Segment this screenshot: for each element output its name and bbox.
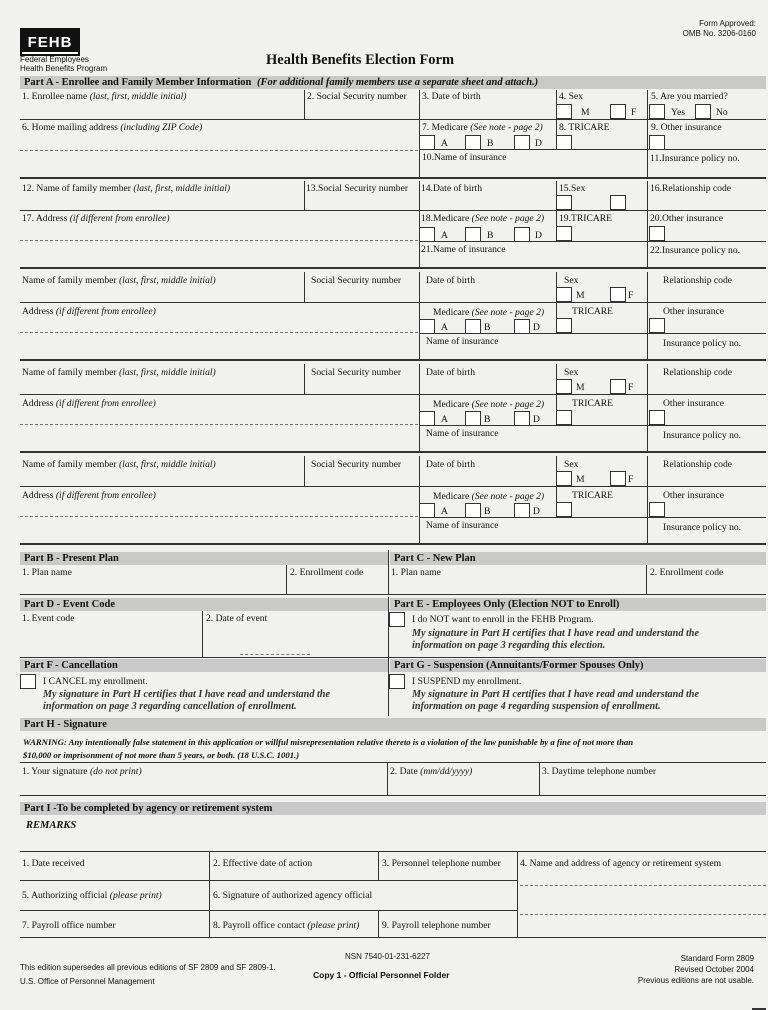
- member2-sex-f-label: F: [628, 290, 634, 301]
- member3-relationship-label: Relationship code: [663, 367, 733, 378]
- nsn-number: NSN 7540-01-231-6227: [345, 952, 430, 961]
- part-g-header: [390, 659, 766, 672]
- form-title: Health Benefits Election Form: [266, 52, 455, 68]
- part-a-header: [20, 76, 766, 89]
- tricare-label: 8. TRICARE: [559, 122, 610, 133]
- payroll-phone-label: 9. Payroll telephone number: [382, 920, 491, 931]
- member2-sex-m-checkbox[interactable]: [556, 287, 572, 302]
- name-of-insurance-label: 10.Name of insurance: [422, 152, 507, 163]
- part-g-cert-line2: information on page 4 regarding suspension of enrollment.: [412, 701, 661, 712]
- part-g-checkbox[interactable]: [389, 674, 405, 689]
- married-no-checkbox[interactable]: [695, 104, 711, 119]
- warning-line2: $10,000 or imprisonment of not more than 5 years, or both. (18 U.S.C. 1001.): [23, 750, 300, 760]
- member2-medicare-d-label: D: [533, 322, 540, 333]
- member3-policy-label: Insurance policy no.: [663, 430, 742, 441]
- other-insurance-label: 9. Other insurance: [651, 122, 722, 133]
- part-a-title: Part A - Enrollee and Family Member Information: [24, 77, 252, 88]
- medicare-b-label: B: [487, 138, 494, 149]
- member4-relationship-label: Relationship code: [663, 459, 733, 470]
- member2-medicare-a-label: A: [441, 322, 448, 333]
- married-no-label: No: [716, 107, 728, 118]
- member1-policy-label: 22.Insurance policy no.: [650, 245, 741, 256]
- member4-medicare-b-checkbox[interactable]: [465, 503, 481, 518]
- member4-medicare-a-checkbox[interactable]: [419, 503, 435, 518]
- personnel-phone-label: 3. Personnel telephone number: [382, 858, 501, 869]
- member2-medicare-b-label: B: [484, 322, 491, 333]
- part-g-cert-line1: My signature in Part H certifies that I have read and understand the: [412, 689, 699, 700]
- part-e-text: I do NOT want to enroll in the FEHB Program.: [412, 614, 594, 625]
- member3-sex-label: Sex: [564, 367, 579, 378]
- fehb-logo-text: FEHB: [22, 34, 78, 52]
- member4-tricare-checkbox[interactable]: [556, 502, 572, 517]
- member3-tricare-checkbox[interactable]: [556, 410, 572, 425]
- part-c-title: Part C - New Plan: [394, 553, 476, 564]
- member3-other-insurance-checkbox[interactable]: [649, 410, 665, 425]
- part-e-cert-line2: information on page 3 regarding this election.: [412, 640, 606, 651]
- part-f-checkbox[interactable]: [20, 674, 36, 689]
- part-a-title-note: (For additional family members use a separate sheet and attach.): [257, 77, 539, 88]
- member4-ssn-label: Social Security number: [311, 459, 402, 470]
- authorizing-official-label: 5. Authorizing official (please print): [22, 890, 162, 901]
- member4-sex-label: Sex: [564, 459, 579, 470]
- member3-tricare-label: TRICARE: [572, 398, 614, 409]
- previous-editions-note: Previous editions are not usable.: [637, 976, 754, 985]
- form-number: Standard Form 2809: [680, 954, 754, 963]
- member4-policy-label: Insurance policy no.: [663, 522, 742, 533]
- member3-name-of-insurance-label: Name of insurance: [426, 428, 499, 439]
- member4-name-of-insurance-label: Name of insurance: [426, 520, 499, 531]
- member1-medicare-d-label: D: [535, 230, 542, 241]
- member3-sex-m-checkbox[interactable]: [556, 379, 572, 394]
- member2-dob-label: Date of birth: [426, 275, 476, 286]
- remarks-label: REMARKS: [26, 820, 77, 831]
- married-yes-label: Yes: [671, 107, 685, 118]
- member1-sex-label: 15.Sex: [559, 183, 586, 194]
- part-f-cert-line2: information on page 3 regarding cancellation of enrollment.: [43, 701, 297, 712]
- member2-sex-label: Sex: [564, 275, 579, 286]
- part-e-header: [390, 598, 766, 611]
- member3-name-label: Name of family member (last, first, middle initial): [22, 367, 216, 378]
- member3-medicare-b-checkbox[interactable]: [465, 411, 481, 426]
- member3-ssn-label: Social Security number: [311, 367, 402, 378]
- member1-sex-m-checkbox[interactable]: [556, 195, 572, 210]
- sex-m-checkbox[interactable]: [556, 104, 572, 119]
- member1-other-insurance-checkbox[interactable]: [649, 226, 665, 241]
- member1-medicare-d-checkbox[interactable]: [514, 227, 530, 242]
- part-h-header: [20, 718, 766, 731]
- member3-other-insurance-label: Other insurance: [663, 398, 725, 409]
- member3-sex-f-label: F: [628, 382, 634, 393]
- member3-medicare-b-label: B: [484, 414, 491, 425]
- member4-other-insurance-checkbox[interactable]: [649, 502, 665, 517]
- program-name-line1: Federal Employees: [20, 55, 89, 64]
- member4-name-label: Name of family member (last, first, middle initial): [22, 459, 216, 470]
- effective-date-label: 2. Effective date of action: [213, 858, 313, 869]
- member1-name-of-insurance-label: 21.Name of insurance: [421, 244, 506, 255]
- part-i-header: [20, 802, 766, 815]
- member2-address-label: Address (if different from enrollee): [22, 306, 156, 317]
- enrollee-dob-label: 3. Date of birth: [422, 91, 481, 102]
- new-plan-name-label: 1. Plan name: [391, 567, 441, 578]
- member2-medicare-a-checkbox[interactable]: [419, 319, 435, 334]
- omb-approval-line2: OMB No. 3206-0160: [682, 29, 756, 38]
- enrollee-sex-label: 4. Sex: [559, 91, 583, 102]
- member1-medicare-a-label: A: [441, 230, 448, 241]
- member4-tricare-label: TRICARE: [572, 490, 614, 501]
- sex-m-label: M: [581, 107, 590, 118]
- member1-other-insurance-label: 20.Other insurance: [650, 213, 723, 224]
- supersedes-note: This edition supersedes all previous editions of SF 2809 and SF 2809-1.: [20, 963, 276, 972]
- member1-sex-f-checkbox[interactable]: [610, 195, 626, 210]
- member3-medicare-label: Medicare (See note - page 2): [433, 399, 545, 410]
- enrollee-ssn-label: 2. Social Security number: [307, 91, 407, 102]
- mailing-address-label: 6. Home mailing address (including ZIP Code): [22, 122, 203, 133]
- member4-sex-f-label: F: [628, 474, 634, 485]
- present-enrollment-code-label: 2. Enrollment code: [290, 567, 364, 578]
- member2-other-insurance-checkbox[interactable]: [649, 318, 665, 333]
- part-d-title: Part D - Event Code: [24, 599, 115, 610]
- member2-medicare-label: Medicare (See note - page 2): [433, 307, 545, 318]
- member2-medicare-d-checkbox[interactable]: [514, 319, 530, 334]
- member4-medicare-a-label: A: [441, 506, 448, 517]
- revision-date: Revised October 2004: [674, 965, 754, 974]
- other-insurance-checkbox[interactable]: [649, 135, 665, 150]
- married-yes-checkbox[interactable]: [649, 104, 665, 119]
- agency-name-address-label: 4. Name and address of agency or retirement system: [520, 858, 722, 869]
- copy-designation: Copy 1 - Official Personnel Folder: [313, 970, 450, 980]
- member3-sex-m-label: M: [576, 382, 585, 393]
- signature-label: 1. Your signature (do not print): [22, 766, 142, 777]
- fehb-logo: [20, 28, 80, 56]
- member3-medicare-d-checkbox[interactable]: [514, 411, 530, 426]
- member1-tricare-checkbox[interactable]: [556, 226, 572, 241]
- member3-medicare-d-label: D: [533, 414, 540, 425]
- member4-medicare-label: Medicare (See note - page 2): [433, 491, 545, 502]
- tricare-checkbox[interactable]: [556, 135, 572, 150]
- member2-medicare-b-checkbox[interactable]: [465, 319, 481, 334]
- member4-sex-m-checkbox[interactable]: [556, 471, 572, 486]
- sex-f-checkbox[interactable]: [610, 104, 626, 119]
- part-c-header: [390, 552, 766, 565]
- part-b-header: [20, 552, 388, 565]
- part-b-title: Part B - Present Plan: [24, 553, 119, 564]
- member2-tricare-label: TRICARE: [572, 306, 614, 317]
- member3-address-label: Address (if different from enrollee): [22, 398, 156, 409]
- enrollee-name-label: 1. Enrollee name (last, first, middle initial): [22, 91, 187, 102]
- member1-medicare-a-checkbox[interactable]: [419, 227, 435, 242]
- member1-address-label: 17. Address (if different from enrollee): [22, 213, 170, 224]
- member4-medicare-d-label: D: [533, 506, 540, 517]
- new-enrollment-code-label: 2. Enrollment code: [650, 567, 724, 578]
- member2-relationship-label: Relationship code: [663, 275, 733, 286]
- member4-other-insurance-label: Other insurance: [663, 490, 725, 501]
- medicare-b-checkbox[interactable]: [465, 135, 481, 150]
- member2-tricare-checkbox[interactable]: [556, 318, 572, 333]
- part-f-header: [20, 659, 388, 672]
- part-f-title: Part F - Cancellation: [24, 660, 118, 671]
- payroll-contact-label: 8. Payroll office contact (please print): [213, 920, 360, 931]
- medicare-d-label: D: [535, 138, 542, 149]
- medicare-a-label: A: [441, 138, 448, 149]
- member1-ssn-label: 13.Social Security number: [306, 183, 409, 194]
- part-h-title: Part H - Signature: [24, 719, 107, 730]
- part-e-checkbox[interactable]: [389, 612, 405, 627]
- member3-sex-f-checkbox[interactable]: [610, 379, 626, 394]
- member4-medicare-b-label: B: [484, 506, 491, 517]
- member2-sex-f-checkbox[interactable]: [610, 287, 626, 302]
- member1-tricare-label: 19.TRICARE: [559, 213, 613, 224]
- signature-date-label: 2. Date (mm/dd/yyyy): [390, 766, 473, 777]
- part-e-cert-line1: My signature in Part H certifies that I have read and understand the: [412, 628, 699, 639]
- daytime-phone-label: 3. Daytime telephone number: [542, 766, 657, 777]
- member2-sex-m-label: M: [576, 290, 585, 301]
- event-date-label: 2. Date of event: [206, 613, 268, 624]
- member1-medicare-label: 18.Medicare (See note - page 2): [421, 213, 545, 224]
- member4-dob-label: Date of birth: [426, 459, 476, 470]
- part-g-text: I SUSPEND my enrollment.: [412, 676, 522, 687]
- part-f-text: I CANCEL my enrollment.: [43, 676, 148, 687]
- event-date-field[interactable]: [240, 654, 310, 655]
- program-name-line2: Health Benefits Program: [20, 64, 108, 73]
- part-i-title: Part I -To be completed by agency or retirement system: [24, 803, 273, 814]
- member1-relationship-label: 16.Relationship code: [650, 183, 731, 194]
- present-plan-name-label: 1. Plan name: [22, 567, 72, 578]
- member2-policy-label: Insurance policy no.: [663, 338, 742, 349]
- medicare-d-checkbox[interactable]: [514, 135, 530, 150]
- member4-sex-f-checkbox[interactable]: [610, 471, 626, 486]
- date-received-label: 1. Date received: [22, 858, 85, 869]
- member4-medicare-d-checkbox[interactable]: [514, 503, 530, 518]
- sex-f-label: F: [631, 107, 637, 118]
- member3-medicare-a-checkbox[interactable]: [419, 411, 435, 426]
- member1-medicare-b-label: B: [487, 230, 494, 241]
- member1-medicare-b-checkbox[interactable]: [465, 227, 481, 242]
- part-f-cert-line1: My signature in Part H certifies that I have read and understand the: [43, 689, 330, 700]
- event-code-label: 1. Event code: [22, 613, 75, 624]
- authorized-signature-label: 6. Signature of authorized agency official: [213, 890, 373, 901]
- medicare-label: 7. Medicare (See note - page 2): [422, 122, 543, 133]
- member2-other-insurance-label: Other insurance: [663, 306, 725, 317]
- member2-name-label: Name of family member (last, first, middle initial): [22, 275, 216, 286]
- part-e-title: Part E - Employees Only (Election NOT to Enroll): [394, 599, 620, 610]
- married-label: 5. Are you married?: [651, 91, 728, 102]
- part-d-header: [20, 598, 388, 611]
- member1-name-label: 12. Name of family member (last, first, middle initial): [22, 183, 231, 194]
- member4-sex-m-label: M: [576, 474, 585, 485]
- part-g-title: Part G - Suspension (Annuitants/Former Spouses Only): [394, 660, 644, 671]
- omb-approval-line1: Form Approved:: [699, 19, 756, 28]
- policy-number-label: 11.Insurance policy no.: [650, 153, 740, 164]
- medicare-a-checkbox[interactable]: [419, 135, 435, 150]
- payroll-office-number-label: 7. Payroll office number: [22, 920, 116, 931]
- member2-ssn-label: Social Security number: [311, 275, 402, 286]
- member3-medicare-a-label: A: [441, 414, 448, 425]
- warning-line1: WARNING: Any intentionally false statement in this application or willful misrepresentation relative thereto is a violation of the law punishable by a fine of not more than: [23, 737, 634, 747]
- issuing-agency: U.S. Office of Personnel Management: [20, 977, 155, 986]
- member3-dob-label: Date of birth: [426, 367, 476, 378]
- member4-address-label: Address (if different from enrollee): [22, 490, 156, 501]
- member1-dob-label: 14.Date of birth: [421, 183, 483, 194]
- member2-name-of-insurance-label: Name of insurance: [426, 336, 499, 347]
